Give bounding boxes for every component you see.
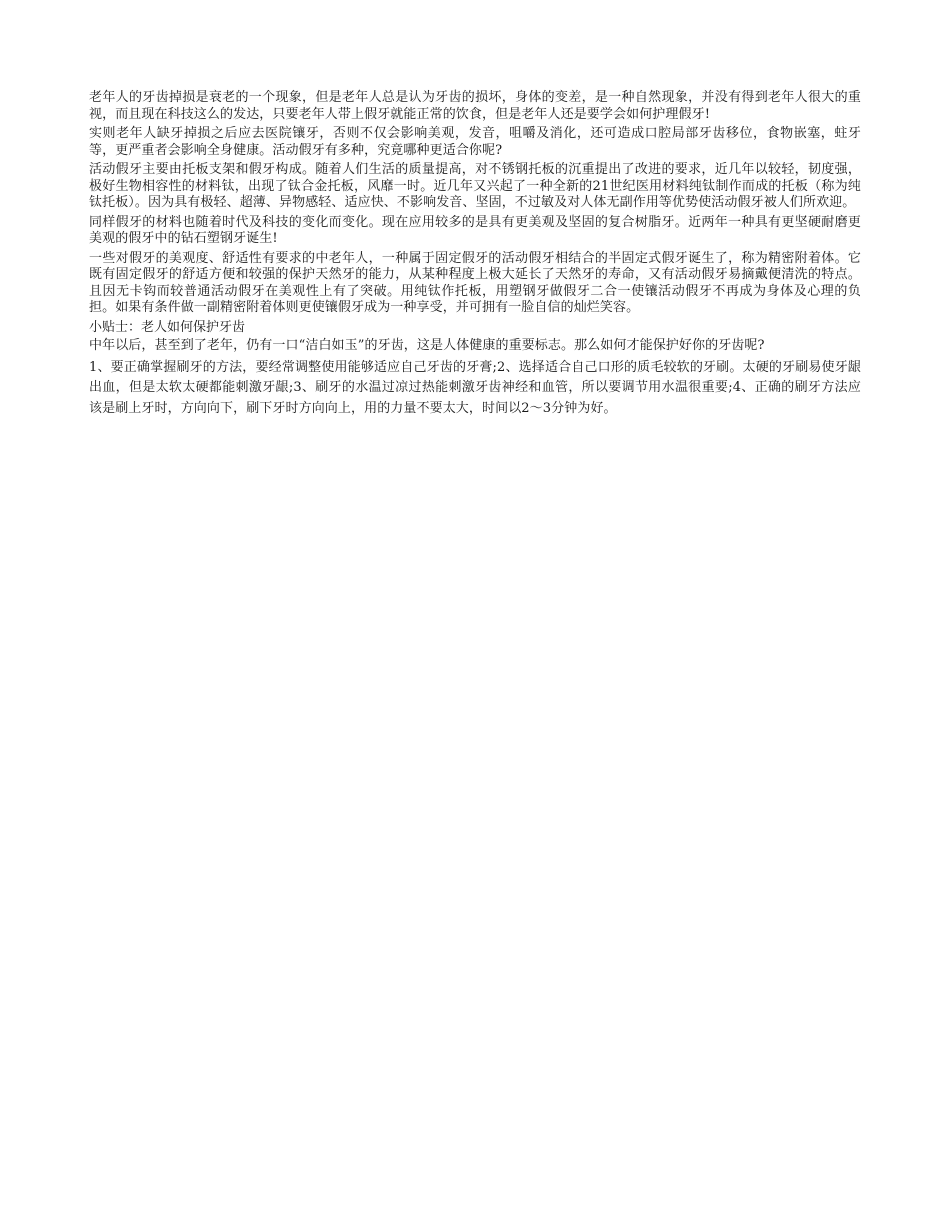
tip-steps: 1、要正确掌握刷牙的方法，要经常调整使用能够适应自己牙齿的牙膏;2、选择适合自己口形的质毛较软的牙刷。太硬的牙刷易使牙龈出血，但是太软太硬都能刺激牙龈;3、刷牙的水温过凉过热能刺激牙齿神经和血管，所以要调节用水温很重要;4、正确的刷牙方法应该是刷上牙时，方向向下，刷下牙时方向向上，用的力量不要太大，时间以2～3分钟为好。 [89,359,861,416]
paragraph-precision-attachment: 一些对假牙的美观度、舒适性有要求的中老年人，一种属于固定假牙的活动假牙相结合的半固定式假牙诞生了，称为精密附着体。它既有固定假牙的舒适方便和较强的保护天然牙的能力，从某种程度上极大延长了天然牙的寿命，又有活动假牙易摘戴便清洗的特点。且因无卡钩而较普通活动假牙在美观性上有了突破。用纯钛作托板，用塑钢牙做假牙二合一使镶活动假牙不再成为身体及心理的负担。如果有条件做一副精密附着体则更使镶假牙成为一种享受，并可拥有一脸自信的灿烂笑容。 [89,250,861,315]
paragraph-denture-base: 活动假牙主要由托板支架和假牙构成。随着人们生活的质量提高，对不锈钢托板的沉重提出了改进的要求，近几年以较轻，韧度强，极好生物相容性的材料钛，出现了钛合金托板，风靡一时。近几年又兴起了一种全新的21世纪医用材料纯钛制作而成的托板（称为纯钛托板）。因为具有极轻、超薄、异物感轻、适应快、不影响发音、坚固，不过敏及对人体无副作用等优势使活动假牙被人们所欢迎。 [89,162,861,210]
paragraph-missing-teeth: 实则老年人缺牙掉损之后应去医院镶牙，否则不仅会影响美观，发音，咀嚼及消化，还可造成口腔局部牙齿移位，食物嵌塞，蛀牙等，更严重者会影响全身健康。活动假牙有多种，究竟哪种更适合你呢? [89,126,861,158]
document-body [89,90,861,422]
tip-title: 小贴士：老人如何保护牙齿 [89,319,246,335]
paragraph-denture-material: 同样假牙的材料也随着时代及科技的变化而变化。现在应用较多的是具有更美观及坚固的复合树脂牙。近两年一种具有更坚硬耐磨更美观的假牙中的钻石塑钢牙诞生! [89,214,861,246]
paragraph-intro: 老年人的牙齿掉损是衰老的一个现象，但是老年人总是认为牙齿的损坏，身体的变差，是一种自然现象，并没有得到老年人很大的重视，而且现在科技这么的发达，只要老年人带上假牙就能正常的饮食，但是老年人还是要学会如何护理假牙! [89,90,861,122]
tip-intro: 中年以后，甚至到了老年，仍有一口“洁白如玉”的牙齿，这是人体健康的重要标志。那么如何才能保护好你的牙齿呢? [89,338,765,353]
